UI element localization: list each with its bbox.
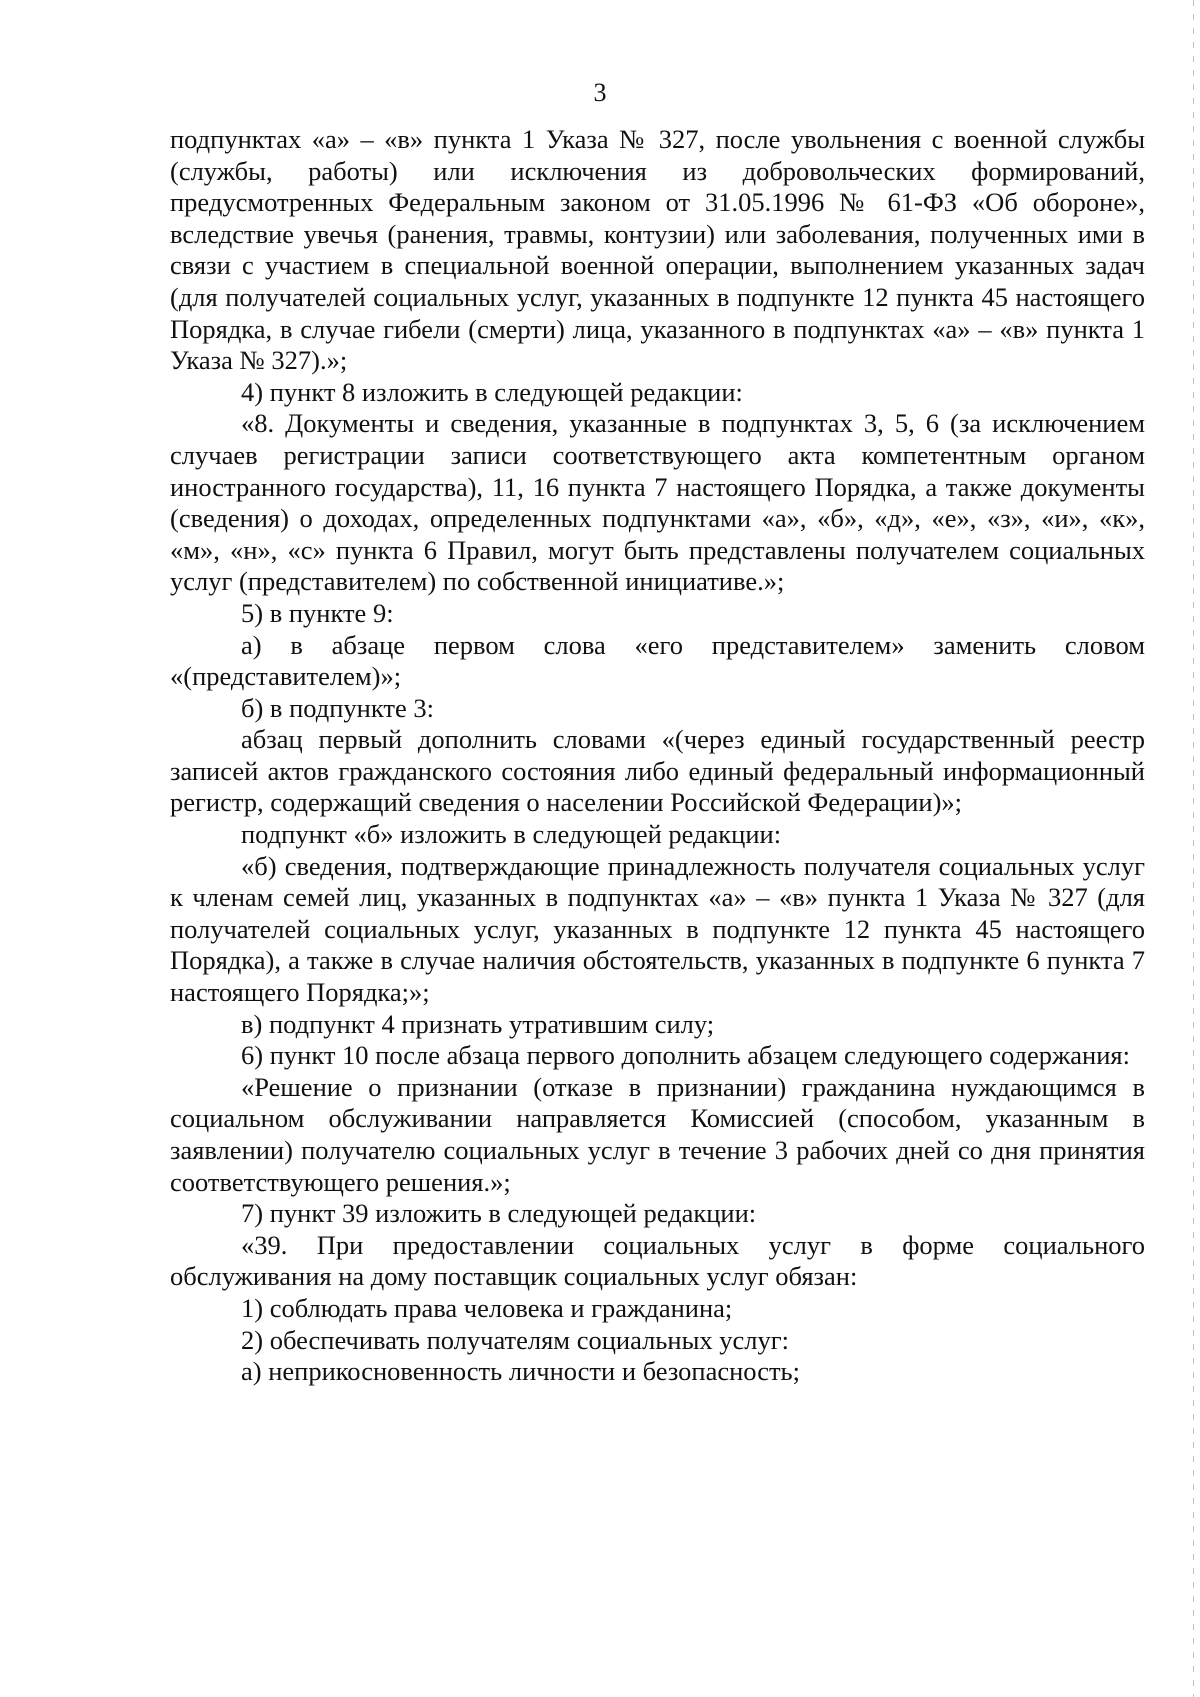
paragraph-3: «8. Документы и сведения, указанные в подпунктах 3, 5, 6 (за исключением случаев регистрации записи соответствующего акта компетентным органом иностранного государства), 11, 16 пункта 7 настоящего Порядка, а также документы (сведения) о доходах, определенных подпунктами «а», «б», «д», «е», «з», «и», «к», «м», «н», «с» пункта 6 Правил, могут быть представлены получателем социальных услуг (представителем) по собственной инициативе.»;: [170, 408, 1145, 597]
paragraph-10: в) подпункт 4 признать утратившим силу;: [241, 1008, 715, 1039]
page-number: 3: [593, 78, 607, 107]
paragraph-14: «39. При предоставлении социальных услуг в форме социального обслуживания на дому поставщик социальных услуг обязан:: [170, 1229, 1145, 1292]
paragraph-12: «Решение о признании (отказе в признании) гражданина нуждающимся в социальном обслуживании направляется Комиссией (способом, указанным в заявлении) получателю социальных услуг в течение 3 рабочих дней со дня принятия соответствующего решения.»;: [170, 1071, 1145, 1197]
paragraph-6: б) в подпункте 3:: [241, 692, 434, 723]
paragraph-4: 5) в пункте 9:: [241, 597, 394, 628]
paragraph-16: 2) обеспечивать получателям социальных услуг:: [241, 1324, 789, 1355]
paragraph-8: подпункт «б» изложить в следующей редакции:: [241, 819, 782, 850]
paragraph-7: абзац первый дополнить словами «(через единый государственный реестр записей актов гражданского состояния либо единый федеральный информационный регистр, содержащий сведения о населении Российской Федерации)»;: [170, 724, 1145, 818]
paragraph-15: 1) соблюдать права человека и гражданина;: [241, 1292, 733, 1323]
paragraph-13: 7) пункт 39 изложить в следующей редакции:: [241, 1198, 757, 1229]
scan-edge-line: [1193, 0, 1194, 1697]
paragraph-17: а) неприкосновенность личности и безопасность;: [241, 1356, 800, 1387]
document-body: [170, 124, 1145, 1388]
paragraph-2: 4) пункт 8 изложить в следующей редакции:: [241, 376, 743, 407]
paragraph-9: «б) сведения, подтверждающие принадлежность получателя социальных услуг к членам семей лиц, указанных в подпунктах «а» – «в» пункта 1 Указа № 327 (для получателей социальных услуг, указанных в подпункте 12 пункта 45 настоящего Порядка), а также в случае наличия обстоятельств, указанных в подпункте 6 пункта 7 настоящего Порядка;»;: [170, 850, 1145, 1008]
paragraph-11: 6) пункт 10 после абзаца первого дополнить абзацем следующего содержания:: [241, 1040, 1130, 1071]
paragraph-5: а) в абзаце первом слова «его представителем» заменить словом «(представителем)»;: [170, 629, 1145, 692]
paragraph-1: подпунктах «а» – «в» пункта 1 Указа № 327, после увольнения с военной службы (службы, работы) или исключения из добровольческих формирований, предусмотренных Федеральным законом от 31.05.1996 № 61-ФЗ «Об обороне», вследствие увечья (ранения, травмы, контузии) или заболевания, полученных ими в связи с участием в специальной военной операции, выполнением указанных задач (для получателей социальных услуг, указанных в подпункте 12 пункта 45 настоящего Порядка, в случае гибели (смерти) лица, указанного в подпунктах «а» – «в» пункта 1 Указа № 327).»;: [170, 124, 1145, 376]
